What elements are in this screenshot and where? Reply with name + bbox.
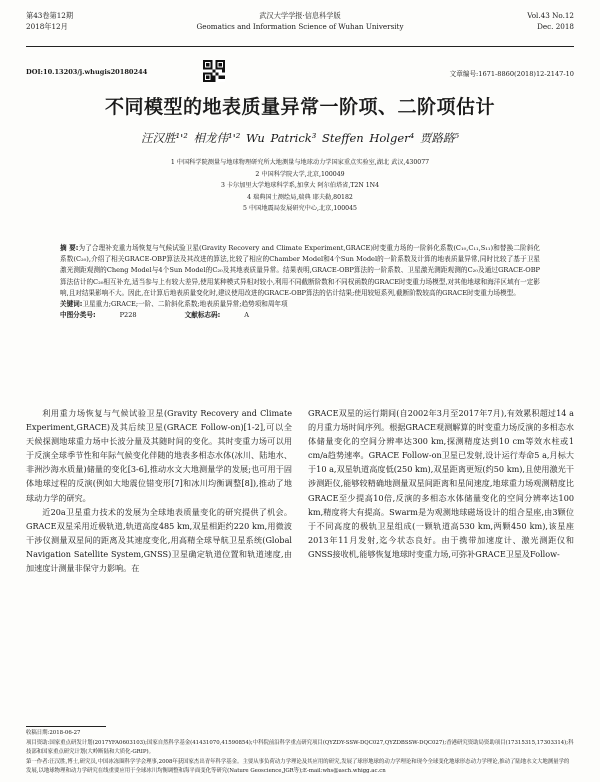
clc-group <box>60 311 161 319</box>
doi[interactable]: DOI:10.13203/j.whugis20180244 <box>26 68 148 76</box>
body-paragraph: 近20a卫星重力技术的发展为全球地表质量变化的研究提供了机会。GRACE双星采用近极轨道,轨道高度485 km,双星相距约220 km,用微波干涉仪测量双星间的距离及其速度变化,用高精全球导航卫星系统(Global Navigation Satellite System,GNSS)卫星确定轨道位置和轨道速度,由加速度计测量非保守力影响。在 <box>26 506 292 574</box>
abstract-label: 摘 要: <box>60 244 79 252</box>
footnote-author: 第一作者:汪汉胜,博士,研究员,中国冰冻圈科学学会理事,2008年获国家杰出青年科学基金。主要从事负荷动力学理论及其应用的研究,发展了球形地球的动力学理论和现今全球变化地球形态动力学理论,推动了陆地水文大地测量学的发展,以地球物理和动力学研究在线重要应用于全球冰川均衡调整和海平面变化等研究(Nature Geoscience,JGR等);E-mail:whs@asch.whigg.ac.cn <box>26 758 570 775</box>
qr-code-icon <box>203 60 225 82</box>
journal-cn: 武汉大学学报·信息科学版 <box>259 11 341 20</box>
header-right <box>527 10 574 32</box>
footnote-funding: 项目资助:国家重点研发计划(2017YFA0603103);国家自然科学基金(41431070,41590854);中科院前沿科学重点研究项目(QYZDY-SSW-DQC027,QYZDBSSW-DQC027);香港研究资助局资助项目(17315315,17303314);科技部和国家重点研究计划(大岭断陆和大质化-GRIP)。 <box>26 739 574 756</box>
affiliation-list <box>0 157 600 215</box>
doc-code-value: A <box>244 311 250 320</box>
abstract-block <box>60 243 540 321</box>
paper-title: 不同模型的地表质量异常一阶项、二阶项估计 <box>104 96 495 118</box>
affiliation: 1 中国科学院测量与地球物理研究所大地测量与地球动力学国家重点实验室,湖北 武汉,430077 <box>170 159 430 166</box>
date-cn: 2018年12月 <box>26 22 68 31</box>
footnote-received: 收稿日期:2018-06-27 <box>26 730 81 736</box>
body-paragraph: GRACE双星的运行期间(自2002年3月至2017年7月),有效累积超过14 a的月重力场时间序列。根据GRACE观测解算的时变重力场反演的多相态水体储量变化的空间分辨率达300 km,探测精度达到10 cm等效水柱或1 cm/a趋势速率。GRACE Follow-on卫星已发射,设计运行寿命5 a,月标大于10 a,双星轨道高度低(250 km),双星距离更短(约50 km),且使用激光干涉测距仪,能够较精确地测量双星间距离和星间速度,地球重力场观测精度比GRACE至少提高10倍,反演的多相态水体储量变化的空间分辨率达100 km,精度将大有提高。Swarm是为观测地球磁场设计的组合星座,由3颗位于不同高度的极轨卫星组成(一颗轨道高530 km,两颗450 km),该星座2013年11月发射,迄今状态良好。由于携带加速度计、激光测距仪和GNSS接收机,能够恢复地球时变重力场,可弥补GRACE卫星及Follow- <box>308 408 574 559</box>
abstract-text: 为了合理补充重力场恢复与气候试验卫星(Gravity Recovery and Climate Experiment,GRACE)时变重力场的一阶斜化系数(C₁₀,C₁₁,S₁₁)和替换二阶斜化系数(C₂₀),介绍了相关GRACE-OBP算法及其改进的算法,比较了相应的Chamber Model和4个Sun Model的一阶系数及计算的地表质量异常,同时比较了基于卫星激光测距观测的Cheng Model与4个Sun Model的C₂₀及其地表质量异常。结果表明,GRACE-OBP算法的一阶系数、卫星激光测距观测的C₂₀及通过GRACE-OBP算法估计的C₂₀相互补充,适当参与上有较大差异,使用某种模式异相对较小,利用不同截断阶数和不同权函数的GRACE时变重力场模型,对其他地球和海洋区域有一定影响,且对结果影响不大。因此,在计算后地表质量变化时,建议使用改进的GRACE-OBP算法的估计结果;使用较短系列,截断阶数较高的GRACE时变重力场模型。 <box>60 244 540 297</box>
keywords-line <box>60 299 540 310</box>
body-paragraph: 利用重力场恢复与气候试验卫星(Gravity Recovery and Climate Experiment,GRACE)及其后续卫星(GRACE Follow-on)[1-2],可以全天候探测地球重力场中长波分量及其随时间的变化。其时变重力场可以用于反演全球季节性和年际气候变化伴随的地表多相态水体(冰川、陆地水、非洲沙海水质量)储量的变化[3-6],推动水文大地测量学的发展;也可用于固体地球过程的反演(例如大地震位错变形[7]和冰川均衡调整[8]),推动了地球动力学的研究。 <box>26 408 292 503</box>
clc-value: P228 <box>119 311 137 320</box>
keywords: 卫星重力;GRACE;一阶、二阶斜化系数;地表质量异常;趋势项和周年项 <box>82 300 288 309</box>
doc-code-label: 文献标志码: <box>184 311 221 320</box>
doc-code-group <box>185 311 273 319</box>
volume-cn: 第43卷第12期 <box>26 11 74 20</box>
date-en: Dec. 2018 <box>537 22 574 31</box>
affiliation: 2 中国科学院大学,北京,100049 <box>255 170 345 178</box>
volume-en: Vol.43 No.12 <box>527 11 574 20</box>
body-column-left <box>26 406 292 575</box>
affiliation: 4 瑞典国土测绘局,瑞典 耶夫勒,80182 <box>247 193 353 201</box>
footnotes <box>26 729 574 777</box>
journal-en: Geomatics and Information Science of Wuhan University <box>196 22 404 31</box>
keywords-label: 关键词: <box>60 300 83 309</box>
doi-row <box>26 60 574 86</box>
affiliation: 5 中国地震局发展研究中心,北京,100045 <box>243 205 357 212</box>
body-column-right <box>308 406 574 561</box>
page-header <box>26 10 574 47</box>
footnote-divider <box>26 726 106 727</box>
abstract-paragraph <box>60 243 540 299</box>
article-number: 文章编号:1671-8860(2018)12-2147-10 <box>449 70 574 78</box>
header-center <box>26 10 574 32</box>
affiliation: 3 卡尔加里大学地球科学系,加拿大 阿尔伯塔省,T2N 1N4 <box>220 182 380 189</box>
classification-line <box>60 310 540 321</box>
author-list: 汪汉胜¹'² 相龙伟¹'² Wu Patrick³ Steffen Holger⁴ 贾路路⁵ <box>140 131 460 145</box>
clc-label: 中图分类号: <box>60 311 96 320</box>
